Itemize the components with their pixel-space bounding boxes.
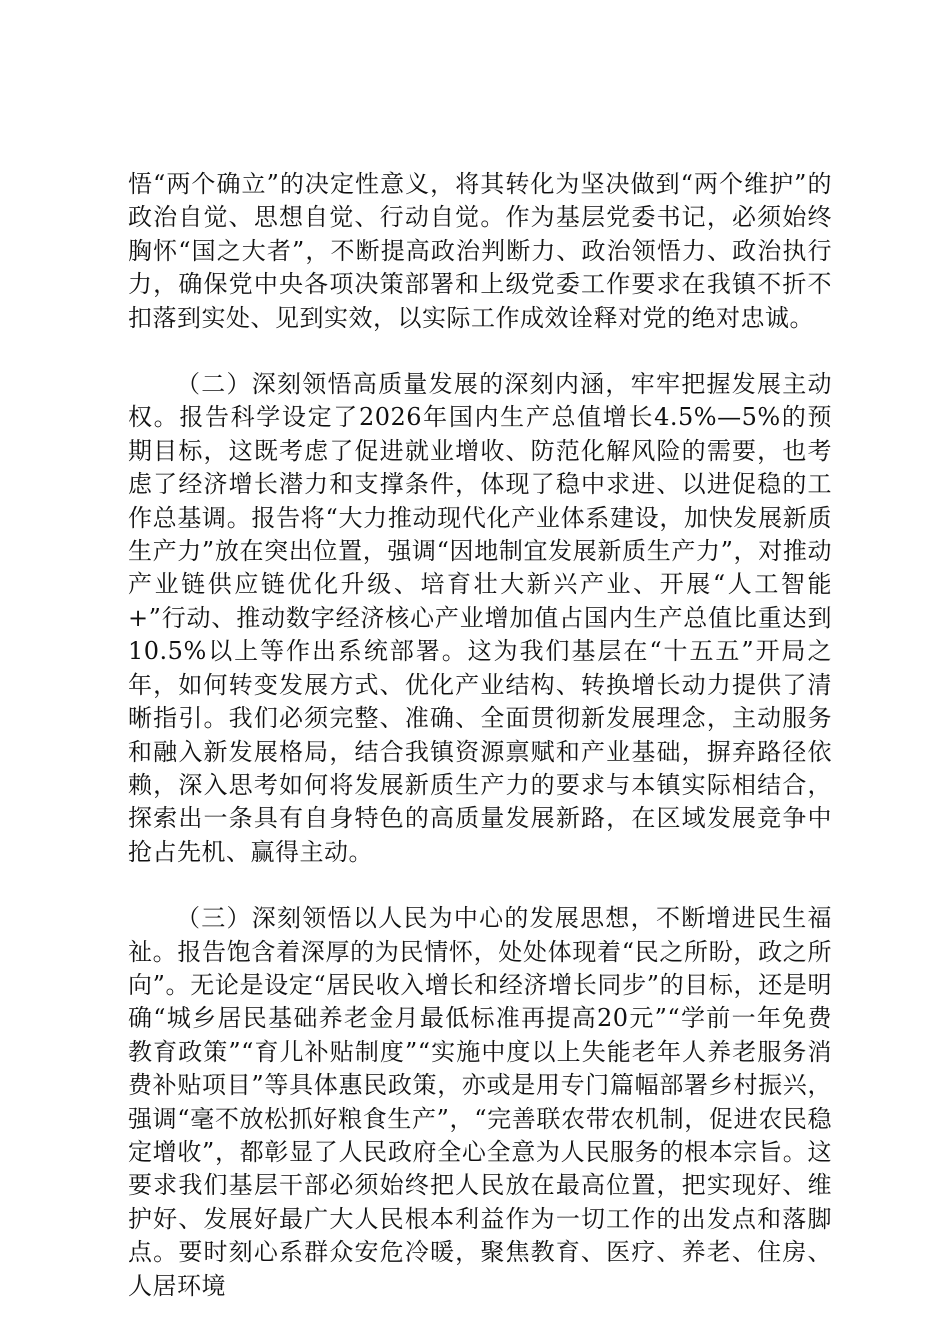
paragraph-gap (128, 335, 832, 368)
document-body (128, 168, 832, 1303)
paragraph-section-3: （三）深刻领悟以人民为中心的发展思想，不断增进民生福祉。报告饱含着深厚的为民情怀，处处体现着“民之所盼，政之所向”。无论是设定“居民收入增长和经济增长同步”的目标，还是明确“城乡居民基础养老金月最低标准再提高20元”“学前一年免费教育政策”“育儿补贴制度”“实施中度以上失能老年人养老服务消费补贴项目”等具体惠民政策，亦或是用专门篇幅部署乡村振兴，强调“毫不放松抓好粮食生产”，“完善联农带农机制，促进农民稳定增收”，都彰显了人民政府全心全意为人民服务的根本宗旨。这要求我们基层干部必须始终把人民放在最高位置，把实现好、维护好、发展好最广大人民根本利益作为一切工作的出发点和落脚点。要时刻心系群众安危冷暖，聚焦教育、医疗、养老、住房、人居环境 (128, 904, 832, 1300)
paragraph-section-2: （二）深刻领悟高质量发展的深刻内涵，牢牢把握发展主动权。报告科学设定了2026年国内生产总值增长4.5%—5%的预期目标，这既考虑了促进就业增收、防范化解风险的需要，也考虑了经济增长潜力和支撑条件，体现了稳中求进、以进促稳的工作总基调。报告将“大力推动现代化产业体系建设，加快发展新质生产力”放在突出位置，强调“因地制宜发展新质生产力”，对推动产业链供应链优化升级、培育壮大新兴产业、开展“人工智能+”行动、推动数字经济核心产业增加值占国内生产总值比重达到10.5%以上等作出系统部署。这为我们基层在“十五五”开局之年，如何转变发展方式、优化产业结构、转换增长动力提供了清晰指引。我们必须完整、准确、全面贯彻新发展理念，主动服务和融入新发展格局，结合我镇资源禀赋和产业基础，摒弃路径依赖，深入思考如何将发展新质生产力的要求与本镇实际相结合，探索出一条具有自身特色的高质量发展新路，在区域发展竞争中抢占先机、赢得主动。 (128, 370, 832, 866)
paragraph-gap (128, 869, 832, 902)
paragraph-continuation: 悟“两个确立”的决定性意义，将其转化为坚决做到“两个维护”的政治自觉、思想自觉、行动自觉。作为基层党委书记，必须始终胸怀“国之大者”，不断提高政治判断力、政治领悟力、政治执行力，确保党中央各项决策部署和上级党委工作要求在我镇不折不扣落到实处、见到实效，以实际工作成效诠释对党的绝对忠诚。 (128, 170, 832, 332)
